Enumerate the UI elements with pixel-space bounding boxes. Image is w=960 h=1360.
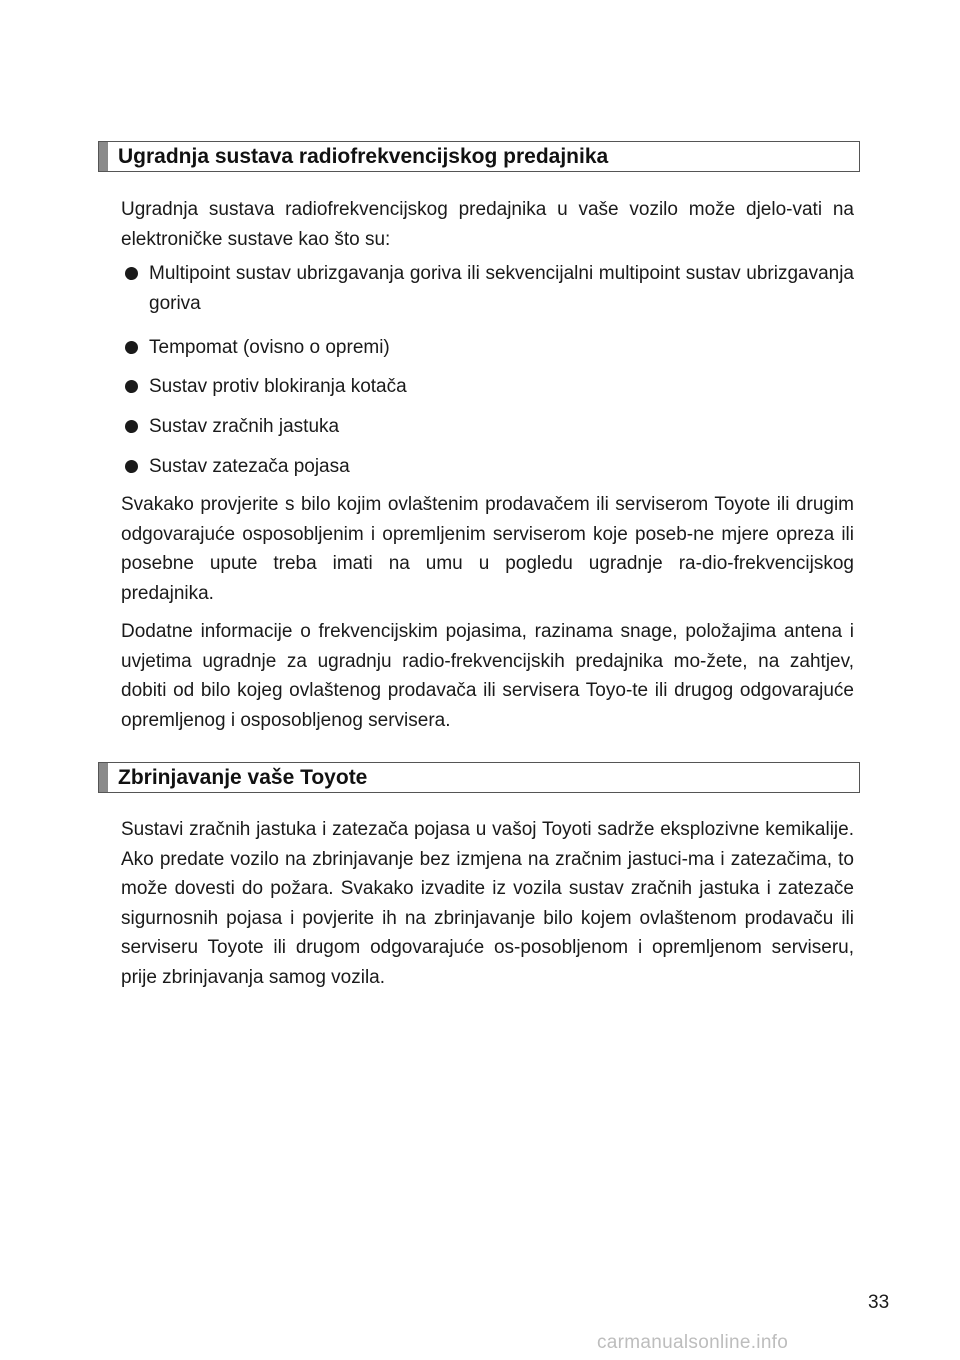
- section-title: Zbrinjavanje vaše Toyote: [118, 766, 368, 789]
- header-accent-bar: [99, 142, 108, 171]
- bullet-item: [121, 259, 854, 318]
- bullet-dot-icon: [125, 267, 138, 280]
- paragraph-disposal: Sustavi zračnih jastuka i zatezača pojasa u vašoj Toyoti sadrže eksplozivne kemikalije. Ako predate vozilo na zbrinjavanje bez izmjena na zračnim jastuci-ma i zatezačima, to može dovesti do požara. Svakako izvadite iz vozila sustav zračnih jastuka i zatezače sigurnosnih pojasa i povjerite ih na zbrinjavanje bilo kojem ovlaštenom prodavaču ili serviseru Toyote ili drugom odgovarajuće os-posobljenom i opremljenom serviseru, prije zbrinjavanja samog vozila.: [121, 819, 854, 988]
- section-header-radio-transmitter: [98, 141, 860, 172]
- bullet-item: [121, 452, 854, 482]
- bullet-text: Multipoint sustav ubrizgavanja goriva ili sekvencijalni multipoint sustav ubrizgavanja goriva: [149, 263, 854, 314]
- bullet-text: Sustav protiv blokiranja kotača: [149, 376, 407, 397]
- bullet-item: [121, 333, 854, 363]
- paragraph-dealer-check: Svakako provjerite s bilo kojim ovlaštenim prodavačem ili serviserom Toyote ili drugim odgovarajuće osposobljenim i opremljenim serviserom koje poseb-ne mjere opreza ili posebne upute treba imati na umu u pogledu ugradnje ra-dio-frekvencijskog predajnika.: [121, 494, 854, 604]
- bullet-text: Sustav zatezača pojasa: [149, 456, 350, 477]
- bullet-dot-icon: [125, 341, 138, 354]
- bullet-text: Sustav zračnih jastuka: [149, 416, 340, 437]
- bullet-item: [121, 412, 854, 442]
- bullet-dot-icon: [125, 420, 138, 433]
- section-header-disposal: [98, 762, 860, 793]
- bullet-item: [121, 372, 854, 402]
- bullet-text: Tempomat (ovisno o opremi): [149, 337, 390, 358]
- paragraph-additional-info: Dodatne informacije o frekvencijskim pojasima, razinama snage, položajima antena i uvjetima ugradnje za ugradnju radio-frekvencijskih predajnika mo-žete, na zahtjev, dobiti od bilo kojeg ovlaštenog prodavača ili servisera Toyo-te ili drugog odgovarajuće opremljenog i osposobljenog servisera.: [121, 621, 854, 731]
- header-accent-bar: [99, 763, 108, 792]
- watermark: carmanualsonline.info: [597, 1332, 789, 1353]
- bullet-dot-icon: [125, 460, 138, 473]
- section-title: Ugradnja sustava radiofrekvencijskog predajnika: [118, 145, 609, 168]
- intro-paragraph: Ugradnja sustava radiofrekvencijskog predajnika u vaše vozilo može djelo-vati na elektroničke sustave kao što su:: [121, 199, 854, 250]
- page-number: 33: [868, 1292, 890, 1313]
- bullet-dot-icon: [125, 380, 138, 393]
